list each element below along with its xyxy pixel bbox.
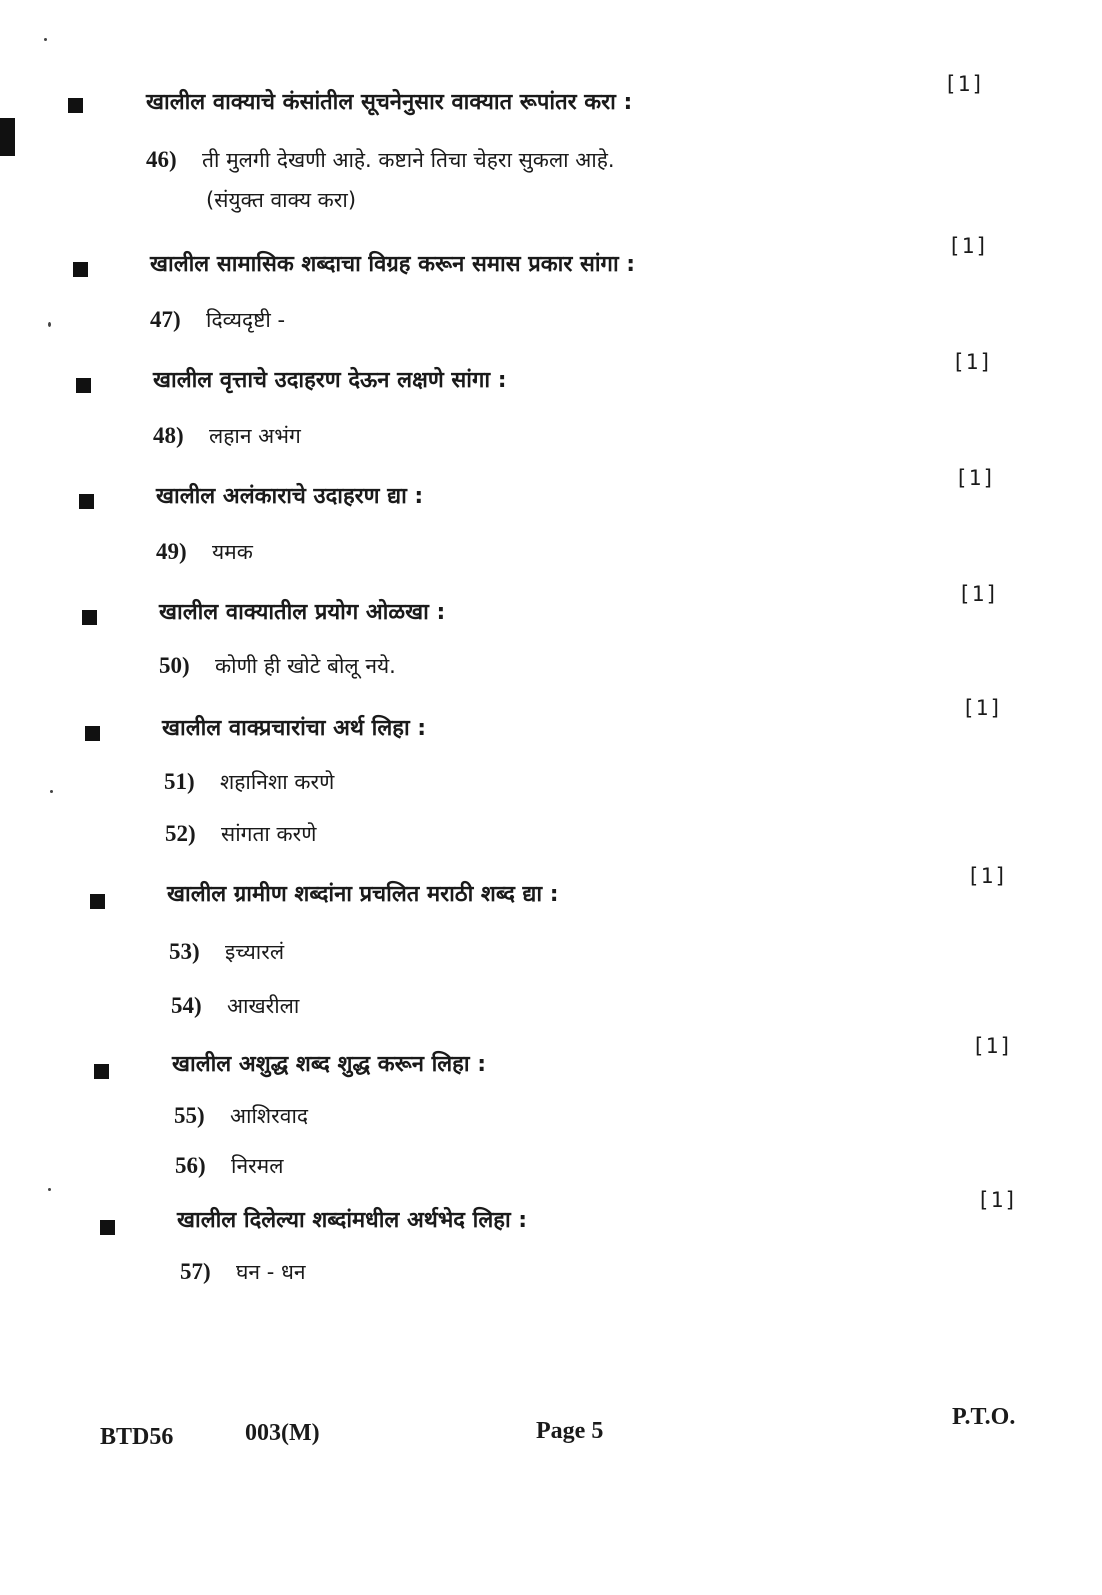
section-heading: खालील ग्रामीण शब्दांना प्रचलित मराठी शब्द द्या : [167, 882, 559, 907]
question-number: 49) [156, 539, 187, 564]
section-heading: खालील वृत्ताचे उदाहरण देऊन लक्षणे सांगा : [153, 368, 507, 393]
question-number: 56) [175, 1153, 206, 1178]
question-text: लहान अभंग [209, 424, 301, 448]
question-number: 48) [153, 423, 184, 448]
marks-label: [1] [967, 864, 1008, 888]
section-heading: खालील अशुद्ध शब्द शुद्ध करून लिहा : [172, 1052, 487, 1077]
section-heading: खालील सामासिक शब्दाचा विग्रह करून समास प्रकार सांगा : [150, 252, 636, 277]
square-bullet-icon [85, 726, 100, 741]
scan-speck [50, 790, 53, 793]
section-heading: खालील वाक्यातील प्रयोग ओळखा : [159, 600, 446, 625]
question-text: इच्यारलं [225, 940, 285, 964]
question-number: 55) [174, 1103, 205, 1128]
question-number: 53) [169, 939, 200, 964]
question-item [175, 1152, 283, 1180]
scan-edge-mark [0, 118, 15, 156]
section-heading: खालील वाक्याचे कंसांतील सूचनेनुसार वाक्यात रूपांतर करा : [146, 90, 633, 115]
question-item [164, 768, 334, 796]
square-bullet-icon [79, 494, 94, 509]
scan-speck [48, 1188, 51, 1191]
section-heading: खालील दिलेल्या शब्दांमधील अर्थभेद लिहा : [177, 1208, 528, 1233]
question-number: 51) [164, 769, 195, 794]
square-bullet-icon [68, 98, 83, 113]
footer-pto: P.T.O. [952, 1404, 1016, 1430]
marks-label: [1] [958, 582, 999, 606]
marks-label: [1] [972, 1034, 1013, 1058]
question-text: दिव्यदृष्टी - [206, 308, 286, 332]
scan-speck [48, 322, 51, 327]
question-number: 50) [159, 653, 190, 678]
footer-paper-code: 003(M) [245, 1420, 320, 1446]
question-item [180, 1258, 306, 1286]
marks-label: [1] [948, 234, 989, 258]
marks-label: [1] [962, 696, 1003, 720]
question-item [174, 1102, 308, 1130]
question-text: शहानिशा करणे [220, 770, 335, 794]
marks-label: [1] [952, 350, 993, 374]
question-item [159, 652, 396, 680]
question-item [165, 820, 316, 848]
question-number: 57) [180, 1259, 211, 1284]
footer-page-number: Page 5 [536, 1418, 604, 1444]
square-bullet-icon [76, 378, 91, 393]
question-text: यमक [212, 540, 253, 564]
question-item [156, 538, 253, 566]
question-item [171, 992, 299, 1020]
section-heading: खालील अलंकाराचे उदाहरण द्या : [156, 484, 424, 509]
square-bullet-icon [90, 894, 105, 909]
question-number: 46) [146, 147, 177, 172]
question-number: 52) [165, 821, 196, 846]
question-text: घन - धन [236, 1260, 306, 1284]
square-bullet-icon [82, 610, 97, 625]
scan-speck [44, 38, 47, 41]
square-bullet-icon [100, 1220, 115, 1235]
question-item [150, 306, 285, 334]
footer-code: BTD56 [100, 1424, 174, 1450]
question-item [169, 938, 284, 966]
question-text: आखरीला [227, 994, 300, 1018]
question-text: आशिरवाद [230, 1104, 309, 1128]
question-text: कोणी ही खोटे बोलू नये. [215, 654, 396, 678]
question-number: 47) [150, 307, 181, 332]
marks-label: [1] [944, 72, 985, 96]
question-text: निरमल [231, 1154, 284, 1178]
marks-label: [1] [955, 466, 996, 490]
question-item [153, 422, 301, 450]
question-instruction: (संयुक्त वाक्य करा) [206, 188, 357, 212]
question-number: 54) [171, 993, 202, 1018]
question-text: ती मुलगी देखणी आहे. कष्टाने तिचा चेहरा सुकला आहे. [202, 148, 615, 172]
section-heading: खालील वाक्प्रचारांचा अर्थ लिहा : [162, 716, 427, 741]
question-text: सांगता करणे [221, 822, 317, 846]
square-bullet-icon [94, 1064, 109, 1079]
question-item [146, 146, 615, 174]
marks-label: [1] [977, 1188, 1018, 1212]
square-bullet-icon [73, 262, 88, 277]
